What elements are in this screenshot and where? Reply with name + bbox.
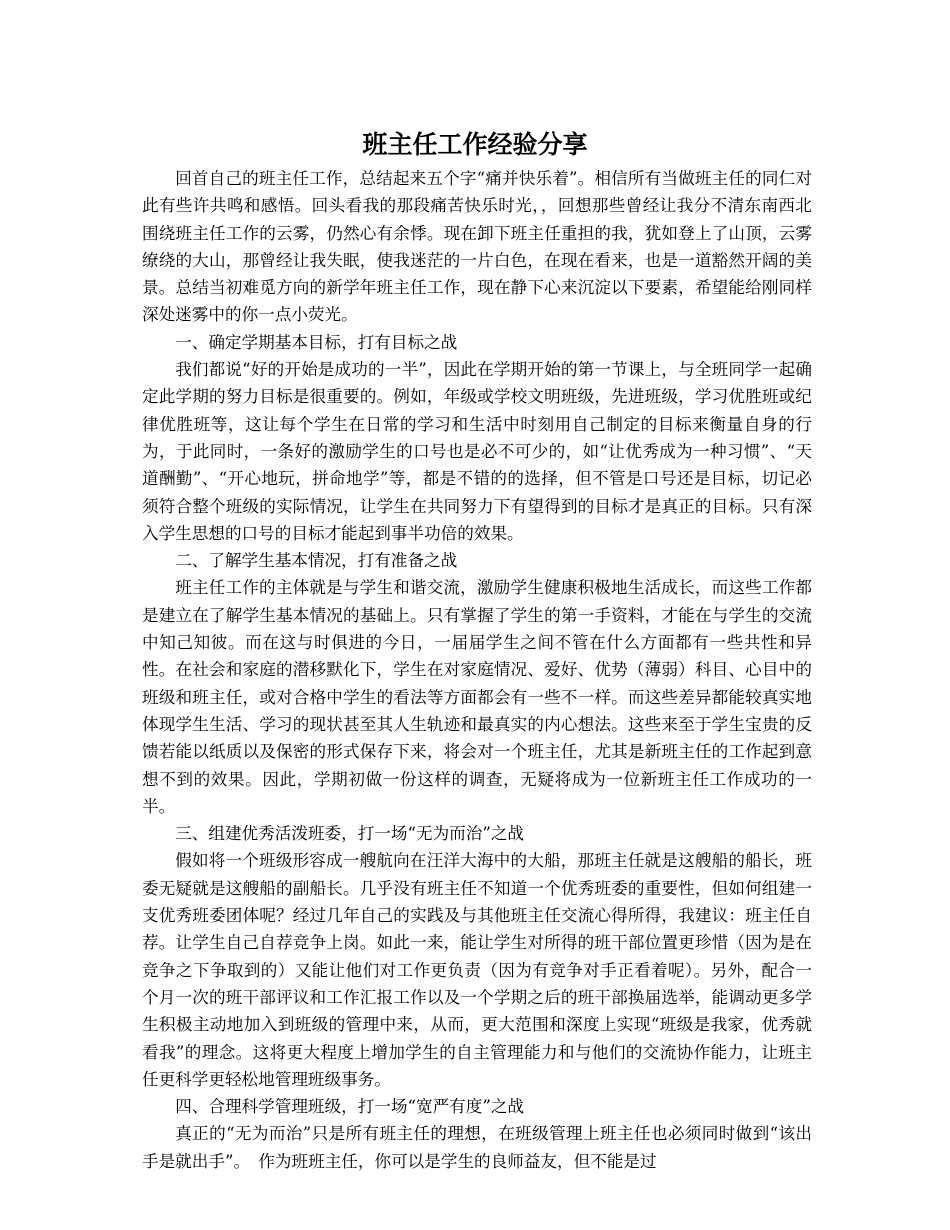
section-2-heading: 二、了解学生基本情况，打有准备之战 <box>175 551 458 571</box>
section-1-paragraph: 我们都说“好的开始是成功的一半”，因此在学期开始的第一节课上，与全班同学一起确定此学期的努力目标是很重要的。例如，年级或学校文明班级，先进班级，学习优胜班或纪律优胜班等，这让每个学生在日常的学习和生活中时刻用自己制定的目标来衡量自身的行为，于此同时，一条好的激励学生的口号也是必不可少的，如“让优秀成为一种习惯”、“天道酬勤”、“开心地玩，拼命地学”等，都是不错的的选择，但不管是口号还是目标，切记必须符合整个班级的实际情况，让学生在共同努力下有望得到的目标才是真正的目标。只有深入学生思想的口号的目标才能起到事半功倍的效果。 <box>142 360 812 543</box>
section-3-paragraph: 假如将一个班级形容成一艘航向在汪洋大海中的大船，那班主任就是这艘船的船长，班委无疑就是这艘船的副船长。几乎没有班主任不知道一个优秀班委的重要性，但如何组建一支优秀班委团体呢？经过几年自己的实践及与其他班主任交流心得所得，我建议：班主任自荐。让学生自己自荐竞争上岗。如此一来，能让学生对所得的班干部位置更珍惜（因为是在竞争之下争取到的）又能让他们对工作更负责（因为有竞争对手正看着呢）。另外，配合一个月一次的班干部评议和工作汇报工作以及一个学期之后的班干部换届选举，能调动更多学生积极主动地加入到班级的管理中来，从而，更大范围和深度上实现“班级是我家，优秀就看我”的理念。这将更大程度上增加学生的自主管理能力和与他们的交流协作能力，让班主任更科学更轻松地管理班级事务。 <box>142 851 812 1089</box>
document-body <box>142 165 812 1175</box>
section-2-paragraph: 班主任工作的主体就是与学生和谐交流，激励学生健康积极地生活成长，而这些工作都是建立在了解学生基本情况的基础上。只有掌握了学生的第一手资料，才能在与学生的交流中知己知彼。而在这与时俱进的今日，一届届学生之间不管在什么方面都有一些共性和异性。在社会和家庭的潜移默化下，学生在对家庭情况、爱好、优势（薄弱）科目、心目中的班级和班主任，或对合格中学生的看法等方面都会有一些不一样。而这些差异都能较真实地体现学生生活、学习的现状甚至其人生轨迹和最真实的内心想法。这些来至于学生宝贵的反馈若能以纸质以及保密的形式保存下来，将会对一个班主任，尤其是新班主任的工作起到意想不到的效果。因此，学期初做一份这样的调查，无疑将成为一位新班主任工作成功的一半。 <box>142 578 812 816</box>
document-title: 班主任工作经验分享 <box>362 130 588 159</box>
intro-paragraph: 回首自己的班主任工作，总结起来五个字“痛并快乐着”。相信所有当做班主任的同仁对此有些许共鸣和感悟。回头看我的那段痛苦快乐时光，，回想那些曾经让我分不清东南西北围绕班主任工作的云雾，仍然心有余悸。现在卸下班主任重担的我，犹如登上了山顶，云雾缭绕的大山，那曾经让我失眠，使我迷茫的一片白色，在现在看来，也是一道豁然开阔的美景。总结当初难觅方向的新学年班主任工作，现在静下心来沉淀以下要素，希望能给刚同样深处迷雾中的你一点小荧光。 <box>142 169 812 325</box>
section-4-heading: 四、合理科学管理班级，打一场“宽严有度”之战 <box>175 1097 525 1117</box>
section-1-heading: 一、确定学期基本目标，打有目标之战 <box>175 332 458 352</box>
section-3-heading: 三、组建优秀活泼班委，打一场“无为而治”之战 <box>175 824 525 844</box>
section-4-paragraph: 真正的“无为而治”只是所有班主任的理想，在班级管理上班主任也必须同时做到“该出手是就出手”。 作为班班主任，你可以是学生的良师益友，但不能是过 <box>142 1124 812 1171</box>
